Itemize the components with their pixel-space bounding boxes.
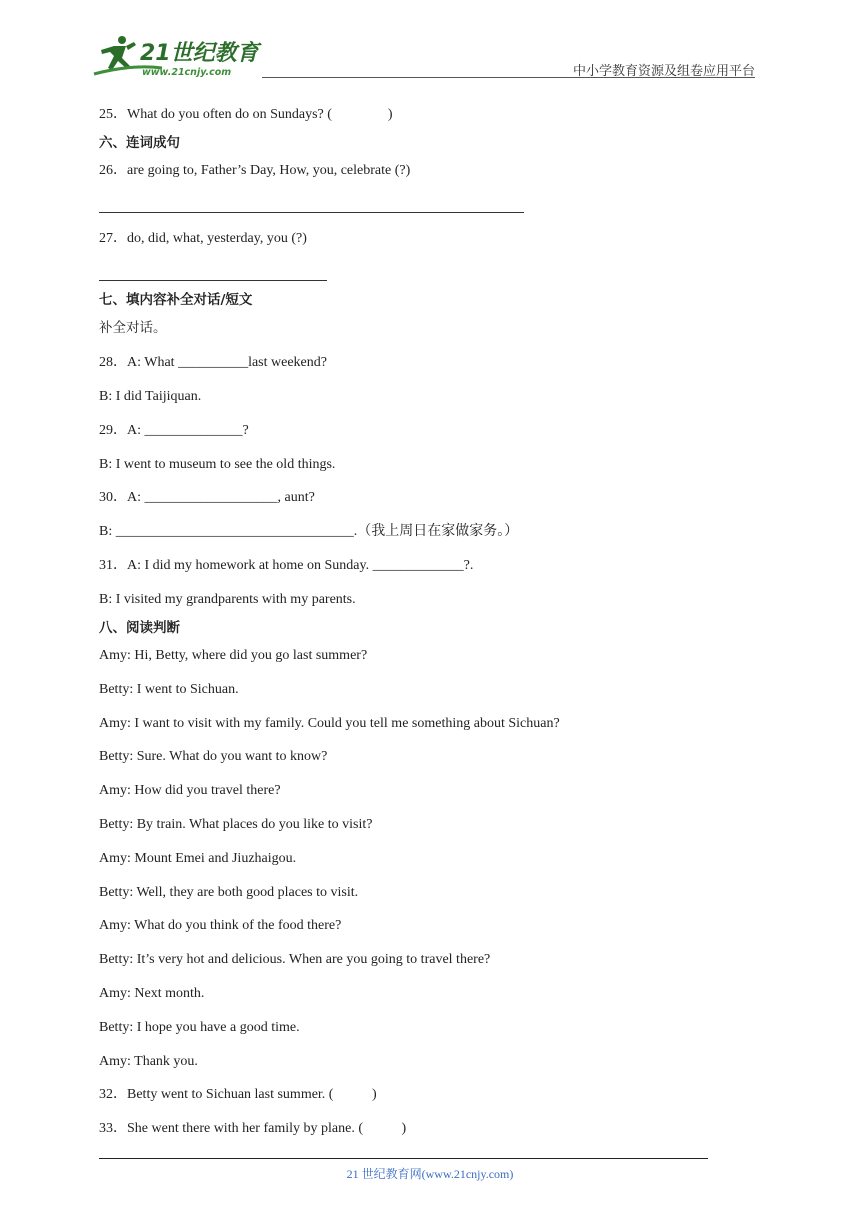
answer-31-b: B: I visited my grandparents with my parents. — [99, 592, 356, 607]
question-33: 33．She went there with her family by plane. ( ) — [99, 1121, 407, 1136]
dialogue-line: Amy: Next month. — [99, 986, 205, 1001]
dialogue-line: Betty: I hope you have a good time. — [99, 1020, 300, 1035]
section-6-heading: 六、连词成句 — [99, 135, 180, 151]
dialogue-line: Betty: By train. What places do you like to visit? — [99, 817, 373, 832]
question-30: 30．A: ___________________, aunt? — [99, 490, 315, 505]
dialogue-line: Amy: How did you travel there? — [99, 783, 281, 798]
section-8-heading: 八、阅读判断 — [99, 620, 180, 636]
platform-title: 中小学教育资源及组卷应用平台 — [572, 64, 755, 79]
header-divider — [262, 77, 755, 78]
dialogue-line: Betty: Well, they are both good places to visit. — [99, 885, 359, 900]
dialogue-line: Betty: It’s very hot and delicious. When are you going to travel there? — [99, 952, 491, 967]
dialogue-line: Betty: Sure. What do you want to know? — [99, 749, 328, 764]
answer-line-27 — [99, 280, 327, 281]
question-25: 25．What do you often do on Sundays? ( ) — [99, 107, 393, 122]
question-26: 26．are going to, Father’s Day, How, you, celebrate (?) — [99, 163, 411, 178]
section-7-instruction: 补全对话。 — [99, 320, 167, 336]
question-29: 29．A: ______________? — [99, 423, 249, 438]
question-31: 31．A: I did my homework at home on Sunday. _____________?. — [99, 558, 474, 573]
dialogue-line: Amy: Mount Emei and Jiuzhaigou. — [99, 851, 297, 866]
section-7-heading: 七、填内容补全对话/短文 — [99, 292, 253, 308]
site-logo — [92, 34, 262, 82]
question-27: 27．do, did, what, yesterday, you (?) — [99, 231, 307, 246]
page-header — [0, 0, 860, 90]
dialogue-line: Amy: I want to visit with my family. Could you tell me something about Sichuan? — [99, 716, 560, 731]
runner-logo-icon — [92, 34, 262, 82]
dialogue-line: Amy: What do you think of the food there? — [99, 918, 342, 933]
dialogue-line: Amy: Hi, Betty, where did you go last summer? — [99, 648, 368, 663]
dialogue-line: Betty: I went to Sichuan. — [99, 682, 239, 697]
question-28: 28．A: What __________last weekend? — [99, 355, 327, 370]
footer-divider — [99, 1158, 708, 1159]
answer-30-b: B: __________________________________.（我上周日在家做家务。） — [99, 524, 519, 539]
dialogue-line: Amy: Thank you. — [99, 1054, 198, 1069]
footer-link[interactable]: 21 世纪教育网(www.21cnjy.com) — [346, 1167, 514, 1181]
answer-29-b: B: I went to museum to see the old things. — [99, 457, 336, 472]
logo-wordmark: 21世纪教育 — [140, 41, 259, 66]
logo-url: www.21cnjy.com — [142, 67, 232, 78]
question-32: 32．Betty went to Sichuan last summer. ( ) — [99, 1087, 377, 1102]
answer-line-26 — [99, 212, 524, 213]
answer-28-b: B: I did Taijiquan. — [99, 389, 202, 404]
